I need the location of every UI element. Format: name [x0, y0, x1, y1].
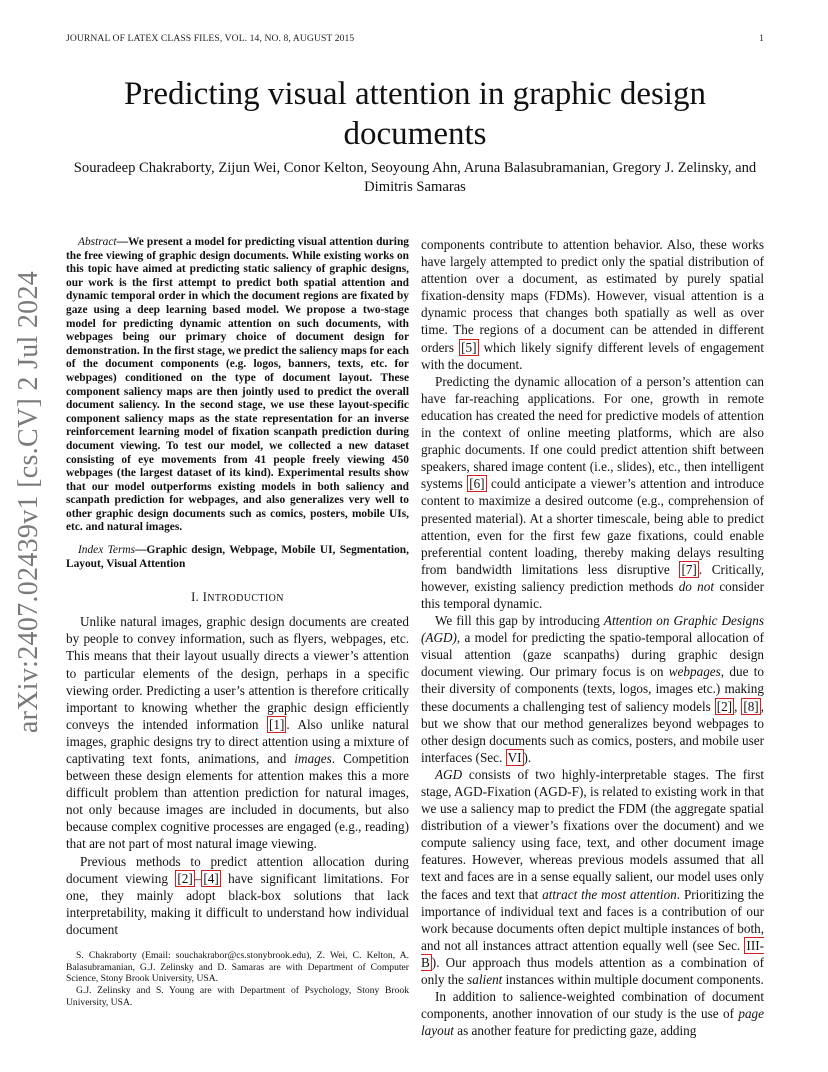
left-column — [66, 236, 409, 1009]
citation-link[interactable]: [4] — [203, 870, 219, 886]
paragraph-intro-3: components contribute to attention behavior. Also, these works have largely attempted to predict only the spatial distribution of attention over a document, as estimated by purely spatial fixation-density maps (FDMs). However, visual attention is a dynamic process that changes both spatially as well as over time. The regions of a document can be attended in different orders [5] which likely signify different levels of engagement with the document. — [421, 237, 764, 372]
paragraph-intro-5: We fill this gap by introducing Attention on Graphic Designs (AGD), a model for predicting the spatio-temporal allocation of visual attention (gaze scanpaths) during graphic design document viewing. Our primary focus is on webpages, due to their diversity of components (texts, logos, images etc.) making these documents a challenging test of saliency models [2] , [8] , but we show that our method generalizes beyond webpages to other design documents such as comics, posters, and mobile user interfaces (Sec. VI ). — [421, 613, 764, 765]
footnote-affiliation-psych: G.J. Zelinsky and S. Young are with Department of Psychology, Stony Brook University, USA. — [66, 985, 409, 1008]
footnote-affiliation-cs: S. Chakraborty (Email: souchakrabor@cs.stonybrook.edu), Z. Wei, C. Kelton, A. Balasubramanian, G.J. Zelinsky and D. Samaras are with Department of Computer Science, Stony Brook University, USA. — [66, 950, 409, 985]
paragraph-intro-2: Previous methods to predict attention allocation during document viewing [2] – [4] have significant limitations. For one, they mainly adopt black-box solutions that lack interpretability, making it difficult to understand how individual document — [66, 853, 409, 937]
citation-link[interactable]: [1] — [269, 716, 285, 732]
running-header — [66, 33, 764, 44]
section-heading-introduction: I. INTRODUCTION — [191, 590, 284, 605]
arxiv-stamp — [12, 270, 46, 734]
footnote-rule — [66, 938, 409, 950]
abstract — [66, 236, 409, 535]
citation-link[interactable]: [2] — [716, 698, 733, 714]
citation-link[interactable]: [8] — [743, 698, 759, 714]
citation-link[interactable]: [2] — [177, 870, 193, 886]
arxiv-identifier: arXiv:2407.02439v1 [cs.CV] 2 Jul 2024 — [13, 270, 44, 734]
paragraph-intro-6: AGD consists of two highly-interpretable stages. The first stage, AGD-Fixation (AGD-F), is related to existing work in that we use a saliency map to predict the FDM (the aggregate spatial distribution of a viewer’s fixations over the document) and we compute saliency using face, text, and other document image features. However, whereas previous models assumed that all text and faces are in a sense equally salient, our model uses only the faces and text that attract the most attention. Prioritizing the importance of individual text and faces is a contribution of our work because documents often depict multiple instances of both, and not all instances attract attention equally well (see Sec. III-B ). Our approach thus models attention as a combination of only the salient instances within multiple document components. — [421, 766, 764, 988]
journal-name: JOURNAL OF LATEX CLASS FILES, VOL. 14, NO. 8, AUGUST 2015 — [66, 33, 355, 44]
paragraph-intro-4: Predicting the dynamic allocation of a person’s attention can have far-reaching applications. For one, growth in remote education has created the need for predictive models of attention in the context of online meeting platforms, which are also graphic documents. If one could predict attention shift between speakers, shared image content (i.e., slides), etc., then intelligent systems [6] could anticipate a viewer’s attention and introduce content to maximize a desired outcome (e.g., comprehension of presented material). At a shorter timescale, being able to predict attention, even for the first few gaze fixations, could enable preferential content loading, thereby making delays resulting from bandwidth limitations less disruptive [7] . Critically, however, existing saliency prediction methods do not consider this temporal dynamic. — [421, 373, 765, 611]
index-terms-label: Index Terms — [78, 544, 136, 557]
author-list: Souradeep Chakraborty, Zijun Wei, Conor Kelton, Seoyoung Ahn, Aruna Balasubramanian, Gregory J. Zelinsky, and Dimitris Samaras — [73, 160, 757, 195]
paragraph-intro-1: Unlike natural images, graphic design documents are created by people to convey information, such as flyers, webpages, etc. This means that their layout usually directs a viewer’s attention to particular elements of the design, perhaps in a specific viewing order. Predicting a user’s attention is therefore critically important to knowing whether the graphic design efficiently conveys the intended information [1] . Also unlike natural images, graphic designs try to direct attention using a mixture of captivating text fonts, animations, and images. Competition between these design elements for attention makes this a more difficult problem than attention prediction for natural images, not only because images are included in documents, but also because complex cognitive processes are engaged (e.g., reading) that are not part of most natural image viewing. — [66, 614, 410, 852]
page-number: 1 — [759, 33, 764, 44]
section-link[interactable]: III-B — [421, 937, 764, 970]
index-terms — [66, 544, 409, 571]
abstract-label: Abstract — [78, 236, 117, 248]
citation-link[interactable]: [7] — [681, 561, 697, 577]
paper-title: Predicting visual attention in graphic design documents — [124, 76, 706, 152]
abstract-text: —We present a model for predicting visual attention during the free viewing of graphic design documents. While existing works on this topic have aimed at predicting static saliency of graphic designs, our work is the first attempt to predict both spatial attention and dynamic temporal order in which the document regions are fixated by gaze using a deep learning based model. We propose a two-stage model for predicting dynamic attention on such documents, with webpages being our primary choice of document design for demonstration. In the first stage, we predict the saliency maps for each of the document components (e.g. logos, banners, texts, etc. for webpages) conditioned on the type of document layout. These component saliency maps are then jointly used to predict the overall document saliency. In the second stage, we use these layout-specific component saliency maps as the state representation for an inverse reinforcement learning model of fixation scanpath prediction during document viewing. To test our model, we collected a new dataset consisting of eye movements from 41 people freely viewing 450 webpages (the largest dataset of its kind). Experimental results show that our model outperforms existing models in both saliency and scanpath prediction for webpages, and also generalizes very well to other graphic design documents such as comics, posters, mobile UIs, etc. and natural images. — [66, 236, 409, 534]
index-terms-text: —Graphic design, Webpage, Mobile UI, Segmentation, Layout, Visual Attention — [66, 544, 409, 570]
right-column — [421, 236, 764, 1039]
section-link[interactable]: VI — [507, 749, 522, 765]
paragraph-intro-7: In addition to salience-weighted combination of document components, another innovation of our study is the use of page layout as another feature for predicting gaze, adding — [421, 989, 764, 1039]
citation-link[interactable]: [5] — [461, 339, 477, 355]
citation-link[interactable]: [6] — [469, 476, 485, 492]
